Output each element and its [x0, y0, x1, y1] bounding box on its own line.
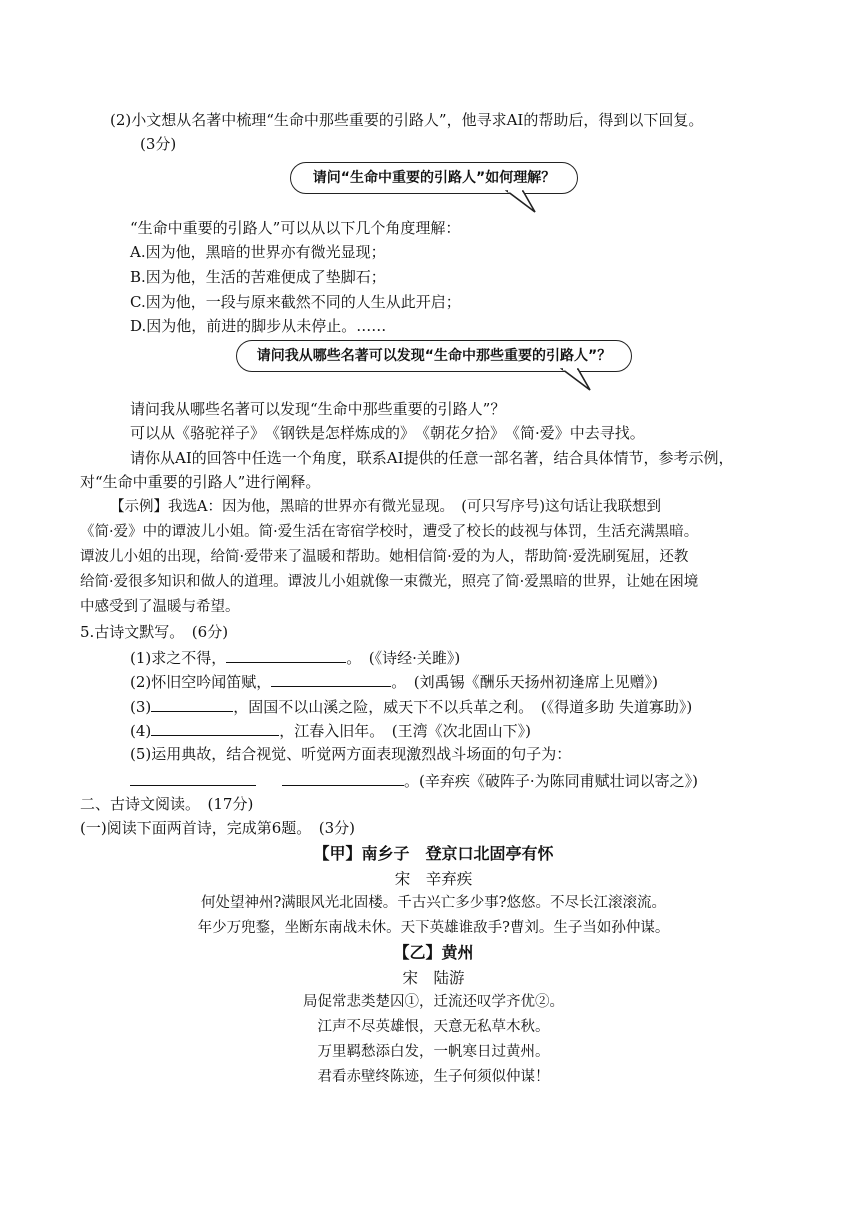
item-prefix: (4): [130, 722, 152, 740]
item-source: ，固国不以山溪之险，威天下不以兵革之利。 (《得道多助 失道寡助》): [233, 698, 693, 716]
item-source: 。(辛弃疾《破阵子·为陈同甫赋壮词以寄之》): [404, 772, 698, 790]
poem-2-line: 局促常悲类楚囚①，迁流还叹学齐优②。: [303, 994, 564, 1010]
item-source: ，江春入旧年。 (王湾《次北固山下》): [279, 722, 531, 740]
task-instruction-line-1: 请你从AI的回答中任选一个角度，联系AI提供的任意一部名著，结合具体情节，参考示例，: [130, 449, 734, 467]
ai-reply-intro: “生命中重要的引路人”可以从以下几个角度理解：: [130, 219, 461, 237]
recitation-item-3: [130, 695, 692, 717]
example-line: 【示例】我选A：因为他，黑暗的世界亦有微光显现。 (可只写序号)这句话让我联想到: [110, 499, 662, 515]
speech-bubble-text: 请问“生命中重要的引路人”如何理解？: [312, 170, 556, 186]
answer-blank[interactable]: [151, 695, 233, 712]
section-2-title: 二、古诗文阅读。 (17分): [80, 795, 254, 813]
answer-blank[interactable]: [151, 719, 279, 736]
answer-blank[interactable]: [130, 769, 256, 786]
poem-2-line: 江声不尽英雄恨，天意无私草木秋。: [317, 1019, 550, 1035]
poem-1-line: 何处望神州?满眼风光北固楼。千古兴亡多少事?悠悠。不尽长江滚滚流。: [200, 895, 667, 911]
recitation-item-2: [130, 670, 658, 692]
question-5-title: 5.古诗文默写。 (6分): [80, 623, 229, 641]
poem-1-author: 宋 辛弃疾: [394, 870, 473, 888]
answer-blank[interactable]: [282, 769, 404, 786]
section-2-subtitle: (一)阅读下面两首诗，完成第6题。 (3分): [80, 819, 355, 837]
poem-1-title: 【甲】南乡子 登京口北固亭有怀: [313, 844, 554, 863]
question-2-prompt: (2)小文想从名著中梳理“生命中那些重要的引路人”，他寻求AI的帮助后，得到以下回复。: [110, 111, 704, 129]
example-line: 谭波儿小姐的出现，给简·爱带来了温暖和帮助。她相信简·爱的为人，帮助简·爱洗刷冤屈，还教: [80, 549, 689, 565]
answer-blank[interactable]: [226, 646, 346, 663]
poem-1-line: 年少万兜鍪，坐断东南战未休。天下英雄谁敌手?曹刘。生子当如孙仲谋。: [197, 920, 670, 936]
item-prefix: (3): [130, 698, 152, 716]
poem-2-author: 宋 陆游: [402, 969, 465, 987]
recitation-item-1: [130, 646, 460, 668]
item-source: 。 (刘禹锡《酬乐天扬州初逢席上见赠》): [391, 673, 658, 691]
ai-option-a: A.因为他，黑暗的世界亦有微光显现；: [130, 243, 386, 261]
ai-option-b: B.因为他，生活的苦难便成了垫脚石；: [130, 268, 386, 286]
ai-option-c: C.因为他，一段与原来截然不同的人生从此开启；: [130, 293, 461, 311]
recitation-item-5-blanks: [130, 769, 698, 791]
user-question-repeat: 请问我从哪些名著可以发现“生命中那些重要的引路人”？: [130, 400, 506, 418]
ai-option-d: D.因为他，前进的脚步从未停止。……: [130, 317, 387, 335]
ai-books-reply: 可以从《骆驼祥子》 《钢铁是怎样炼成的》 《朝花夕拾》 《简·爱》中去寻找。: [130, 424, 645, 442]
recitation-item-5: (5)运用典故，结合视觉、听觉两方面表现激烈战斗场面的句子为：: [130, 745, 572, 763]
question-2-score: (3分): [140, 135, 177, 153]
poem-2-line: 万里羁愁添白发，一帆寒日过黄州。: [317, 1044, 550, 1060]
poem-2-line: 君看赤壁终陈迹，生子何须似仲谋！: [317, 1069, 550, 1085]
example-line: 中感受到了温暖与希望。: [80, 599, 240, 615]
item-source: 。 (《诗经·关雎》): [346, 649, 461, 667]
example-line: 《简·爱》中的谭波儿小姐。简·爱生活在寄宿学校时，遭受了校长的歧视与体罚，生活充满黑暗。: [80, 524, 699, 540]
example-line: 给简·爱很多知识和做人的道理。谭波儿小姐就像一束微光，照亮了简·爱黑暗的世界，让她在困境: [80, 574, 699, 590]
item-prefix: (2)怀旧空吟闻笛赋，: [130, 673, 272, 691]
poem-2-title: 【乙】黄州: [393, 943, 474, 962]
answer-blank[interactable]: [271, 670, 391, 687]
speech-bubble-text: 请问我从哪些名著可以发现“生命中那些重要的引路人”？: [256, 348, 612, 364]
task-instruction-line-2: 对“生命中重要的引路人”进行阐释。: [80, 473, 321, 491]
speech-bubble-tail-icon: [505, 190, 545, 216]
speech-bubble-tail-icon: [560, 368, 600, 394]
recitation-item-4: [130, 719, 531, 741]
item-prefix: (1)求之不得，: [130, 649, 227, 667]
